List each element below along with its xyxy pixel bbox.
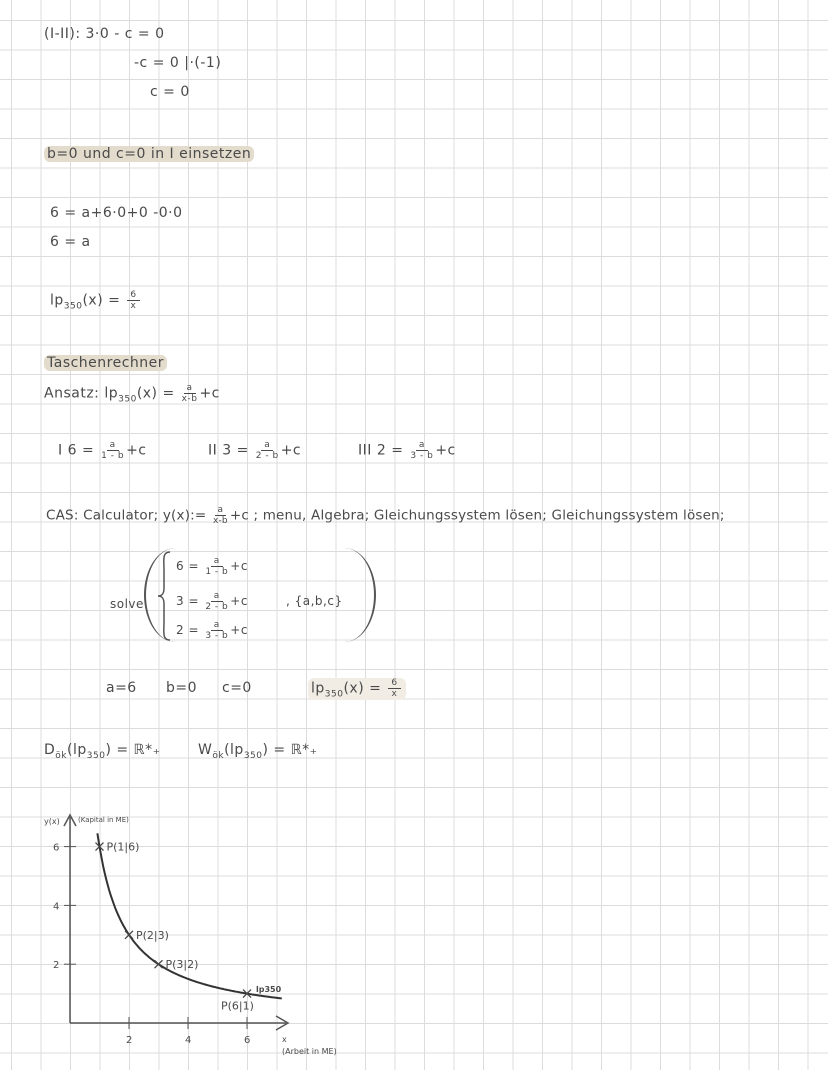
heading-substitute: b=0 und c=0 in I einsetzen bbox=[44, 146, 254, 162]
point-marker bbox=[125, 931, 133, 939]
equation-line: 6 = a bbox=[50, 234, 91, 250]
point-label: P(3|2) bbox=[165, 958, 199, 972]
solution-b: b=0 bbox=[166, 680, 198, 696]
point-label: P(6|1) bbox=[221, 999, 254, 1013]
solution-c: c=0 bbox=[222, 680, 252, 696]
isoquant-curve bbox=[97, 833, 281, 998]
equation-II: II 3 = $\frac{a}{2 - b}$ +c bbox=[208, 440, 302, 461]
economic-range: $W_{ök}(lp_{350})$ = ℝ*₊ bbox=[198, 742, 318, 761]
system-equation-1: 6 = $\frac{a}{1 - b}$ +c bbox=[176, 556, 248, 577]
equation-III: III 2 = $\frac{a}{3 - b}$ +c bbox=[358, 440, 456, 461]
solve-label: solve bbox=[110, 597, 144, 611]
solve-variables: , {a,b,c} bbox=[286, 594, 343, 608]
cas-instructions: CAS: Calculator; y(x):= $\frac{a}{x-b}$ +c ; menu, Algebra; Gleichungssystem lösen; Gleichungssystem lösen; bbox=[46, 505, 725, 526]
solution-a: a=6 bbox=[106, 680, 137, 696]
x-axis-label-unit: (Arbeit in ME) bbox=[282, 1047, 337, 1056]
equation-line: 6 = a+6·0+0 -0·0 bbox=[50, 205, 183, 221]
y-tick-label: 6 bbox=[53, 842, 60, 854]
equation-line: c = 0 bbox=[150, 84, 190, 100]
x-tick-label: 4 bbox=[185, 1035, 192, 1046]
point-marker bbox=[155, 960, 163, 968]
equation-I: I 6 = $\frac{a}{1 - b}$ +c bbox=[58, 440, 147, 461]
y-tick-label: 4 bbox=[53, 901, 60, 913]
system-equation-3: 2 = $\frac{a}{3 - b}$ +c bbox=[176, 620, 248, 641]
x-axis-label: x bbox=[282, 1035, 287, 1044]
point-label: P(1|6) bbox=[106, 840, 140, 854]
curve-label: lp350 bbox=[256, 985, 282, 994]
x-tick-label: 6 bbox=[244, 1035, 251, 1046]
ansatz-line: Ansatz: $lp_{350}(x)$ = $\frac{a}{x-b}$ +c bbox=[44, 383, 220, 405]
function-result: $lp_{350}(x)$ = $\frac{6}{x}$ bbox=[50, 290, 142, 312]
function-result-cas: $lp_{350}(x)$ = $\frac{6}{x}$ bbox=[308, 678, 406, 700]
subtraction-equation: (I-II): 3·0 - c = 0 bbox=[44, 26, 165, 42]
economic-domain: $D_{ök}(lp_{350})$ = ℝ*₊ bbox=[44, 742, 161, 761]
y-axis-label: y(x) bbox=[44, 817, 60, 826]
y-tick-label: 2 bbox=[53, 960, 60, 972]
y-axis-label-unit: (Kapital in ME) bbox=[78, 816, 129, 824]
system-equation-2: 3 = $\frac{a}{2 - b}$ +c bbox=[176, 591, 248, 612]
equation-line: -c = 0 |·(-1) bbox=[134, 55, 222, 71]
point-label: P(2|3) bbox=[136, 928, 169, 942]
x-tick-label: 2 bbox=[126, 1035, 133, 1046]
heading-calculator: Taschenrechner bbox=[44, 355, 167, 371]
